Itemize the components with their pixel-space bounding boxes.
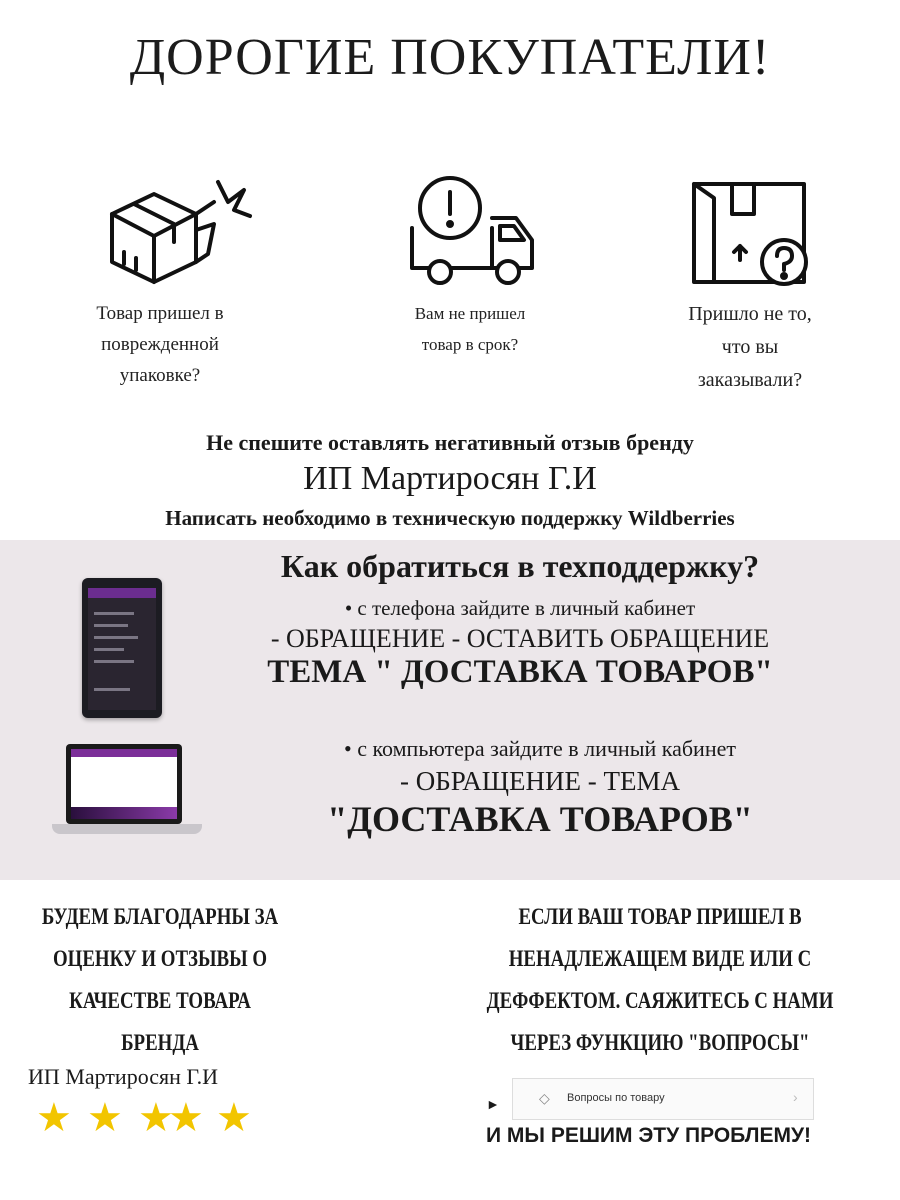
phone-step-1: • с телефона зайдите в личный кабинет	[344, 596, 696, 620]
laptop-screenshot	[66, 744, 182, 824]
defect-text: ЕСЛИ ВАШ ТОВАР ПРИШЕЛ В НЕНАДЛЕЖАЩЕМ ВИДЕ ИЛИ С ДЕФФЕКТОМ. САЯЖИТЕСЬ С НАМИ ЧЕРЕЗ ФУНКЦИЮ "ВОПРОСЫ"	[486, 904, 834, 1055]
chevron-right-icon: ›	[793, 1089, 798, 1105]
star-icon: ★	[138, 1095, 174, 1140]
notice-warning: Не спешите оставлять негативный отзыв бренду	[206, 430, 694, 455]
questions-button[interactable]	[512, 1078, 814, 1120]
arrow-right-icon: ►	[486, 1098, 500, 1113]
chat-icon: ◇	[539, 1090, 550, 1106]
damaged-box-icon	[104, 170, 254, 290]
thanks-text: БУДЕМ БЛАГОДАРНЫ ЗА ОЦЕНКУ И ОТЗЫВЫ О КАЧЕСТВЕ ТОВАРА БРЕНДА	[41, 904, 279, 1055]
computer-step-2: - ОБРАЩЕНИЕ - ТЕМА	[399, 766, 680, 796]
computer-step-3: "ДОСТАВКА ТОВАРОВ"	[327, 799, 753, 839]
thanks-brand: ИП Мартиросян Г.И	[28, 1064, 219, 1089]
problem-caption-late: Вам не пришел товар в срок?	[414, 304, 526, 354]
star-icon: ★	[87, 1095, 123, 1140]
star-icon: ★	[216, 1095, 252, 1140]
problem-caption-damaged: Товар пришел в поврежденной упаковке?	[96, 303, 224, 386]
page-headline: ДОРОГИЕ ПОКУПАТЕЛИ!	[129, 29, 771, 86]
defect-closing: И МЫ РЕШИМ ЭТУ ПРОБЛЕМУ!	[486, 1124, 812, 1147]
laptop-base	[52, 824, 202, 834]
computer-step-1: • с компьютера зайдите в личный кабинет	[344, 736, 736, 761]
phone-screenshot	[82, 578, 162, 718]
questions-button-label: Вопросы по товару	[567, 1092, 665, 1104]
star-icon: ★	[36, 1095, 72, 1140]
notice-brand: ИП Мартиросян Г.И	[303, 460, 597, 497]
notice-support: Написать необходимо в техническую поддержку Wildberries	[165, 506, 735, 530]
star-icon: ★	[168, 1095, 204, 1140]
box-question-icon	[688, 178, 818, 290]
phone-step-3: ТЕМА " ДОСТАВКА ТОВАРОВ"	[267, 654, 773, 690]
support-title: Как обратиться в техподдержку?	[280, 548, 760, 584]
delivery-truck-alert-icon	[400, 168, 540, 288]
phone-step-2: - ОБРАЩЕНИЕ - ОСТАВИТЬ ОБРАЩЕНИЕ	[270, 624, 770, 653]
problem-caption-wrong-item: Пришло не то, что вы заказывали?	[688, 303, 812, 391]
